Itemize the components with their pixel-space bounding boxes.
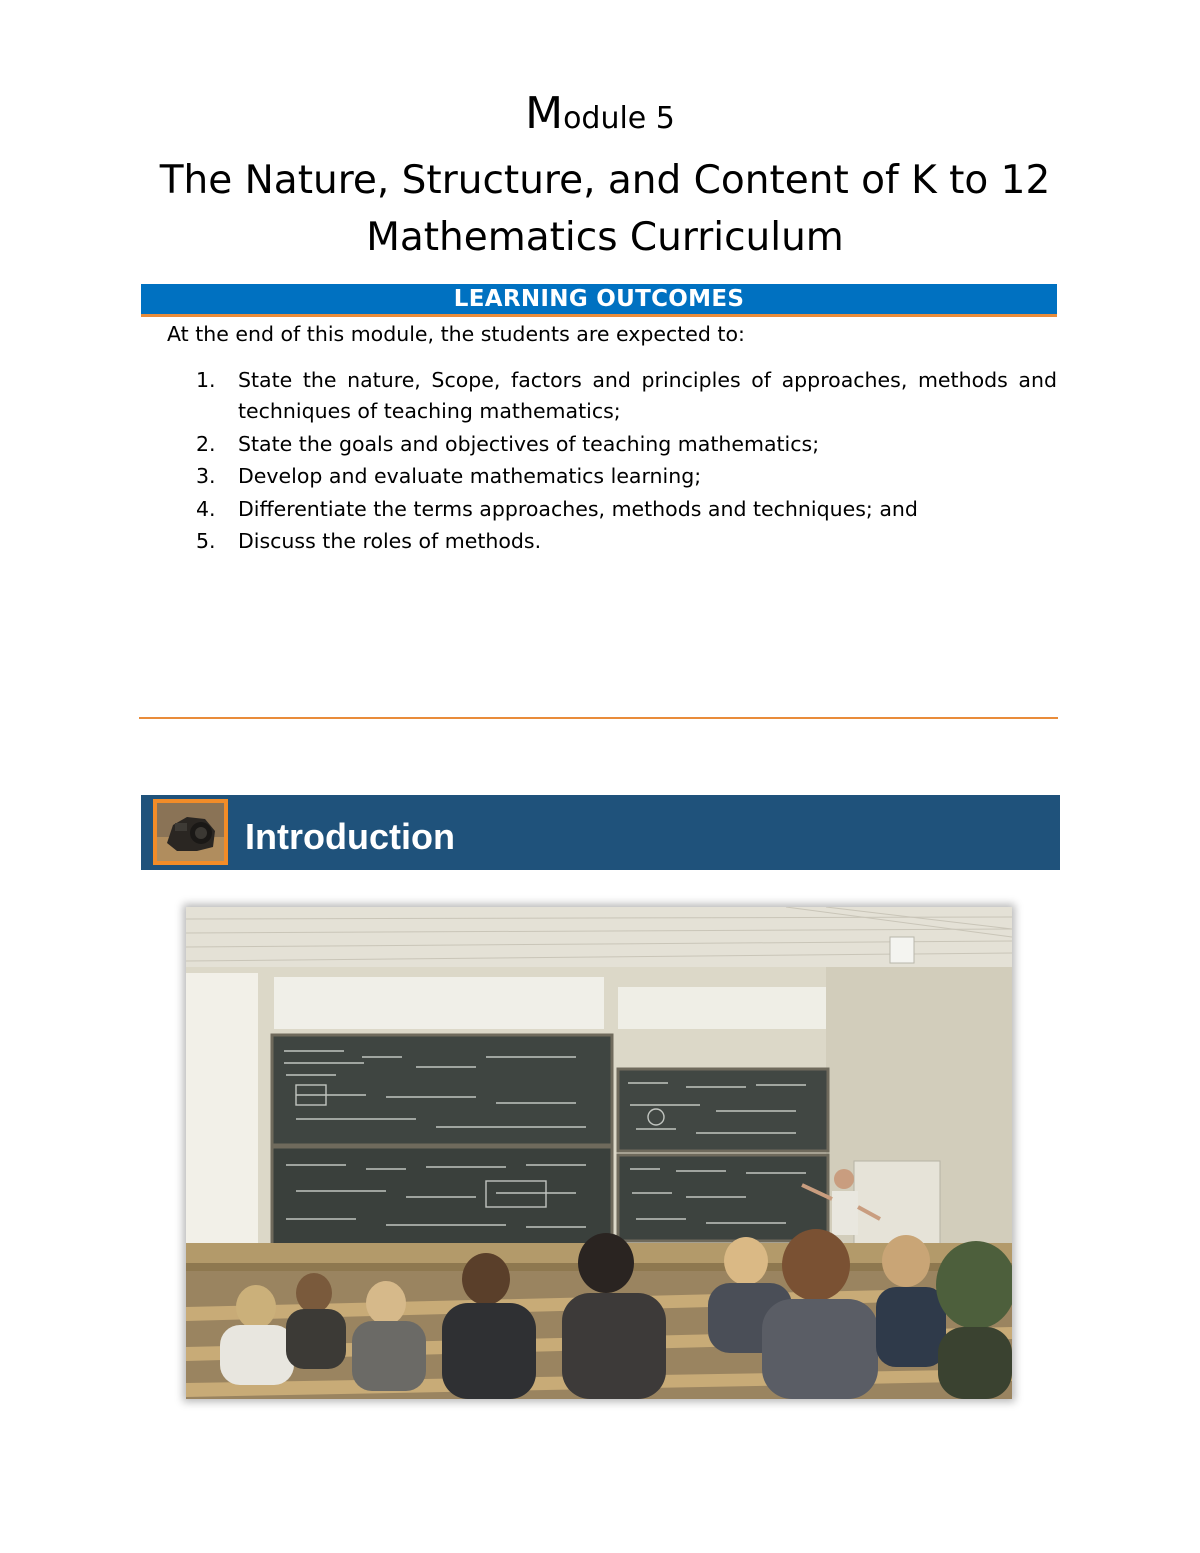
- list-item: [196, 461, 1057, 492]
- list-item-number: 2.: [196, 431, 216, 456]
- list-item-text: Discuss the roles of methods.: [238, 529, 542, 553]
- introduction-header: [141, 795, 1060, 870]
- list-item: [196, 494, 1057, 525]
- learning-outcomes-intro: At the end of this module, the students are expected to:: [167, 322, 745, 346]
- module-label: [0, 88, 1200, 145]
- list-item: [196, 365, 1057, 427]
- list-item-number: 5.: [196, 529, 216, 553]
- learning-outcomes-banner: LEARNING OUTCOMES: [141, 284, 1057, 317]
- section-divider: [139, 717, 1058, 719]
- list-item-text: State the goals and objectives of teaching mathematics;: [238, 431, 820, 456]
- list-item: [196, 526, 1057, 557]
- introduction-heading: Introduction: [245, 816, 455, 857]
- module-label-initial: M: [525, 88, 564, 139]
- list-item-number: 1.: [196, 368, 216, 392]
- lecture-hall-photo: [186, 907, 1012, 1399]
- module-label-rest: odule 5: [563, 101, 675, 136]
- list-item-number: 3.: [196, 464, 216, 488]
- document-title: The Nature, Structure, and Content of K to 12 Mathematics Curriculum: [159, 158, 1051, 260]
- list-item-number: 4.: [196, 496, 216, 521]
- camera-icon: [153, 799, 228, 865]
- list-item-text: Differentiate the terms approaches, methods and techniques; and: [238, 496, 918, 521]
- list-item: [196, 429, 1057, 460]
- list-item-text: State the nature, Scope, factors and principles of approaches, methods and techniques of teaching mathematics;: [238, 368, 1057, 423]
- learning-outcomes-list: [196, 365, 1057, 559]
- list-item-text: Develop and evaluate mathematics learning;: [238, 464, 702, 488]
